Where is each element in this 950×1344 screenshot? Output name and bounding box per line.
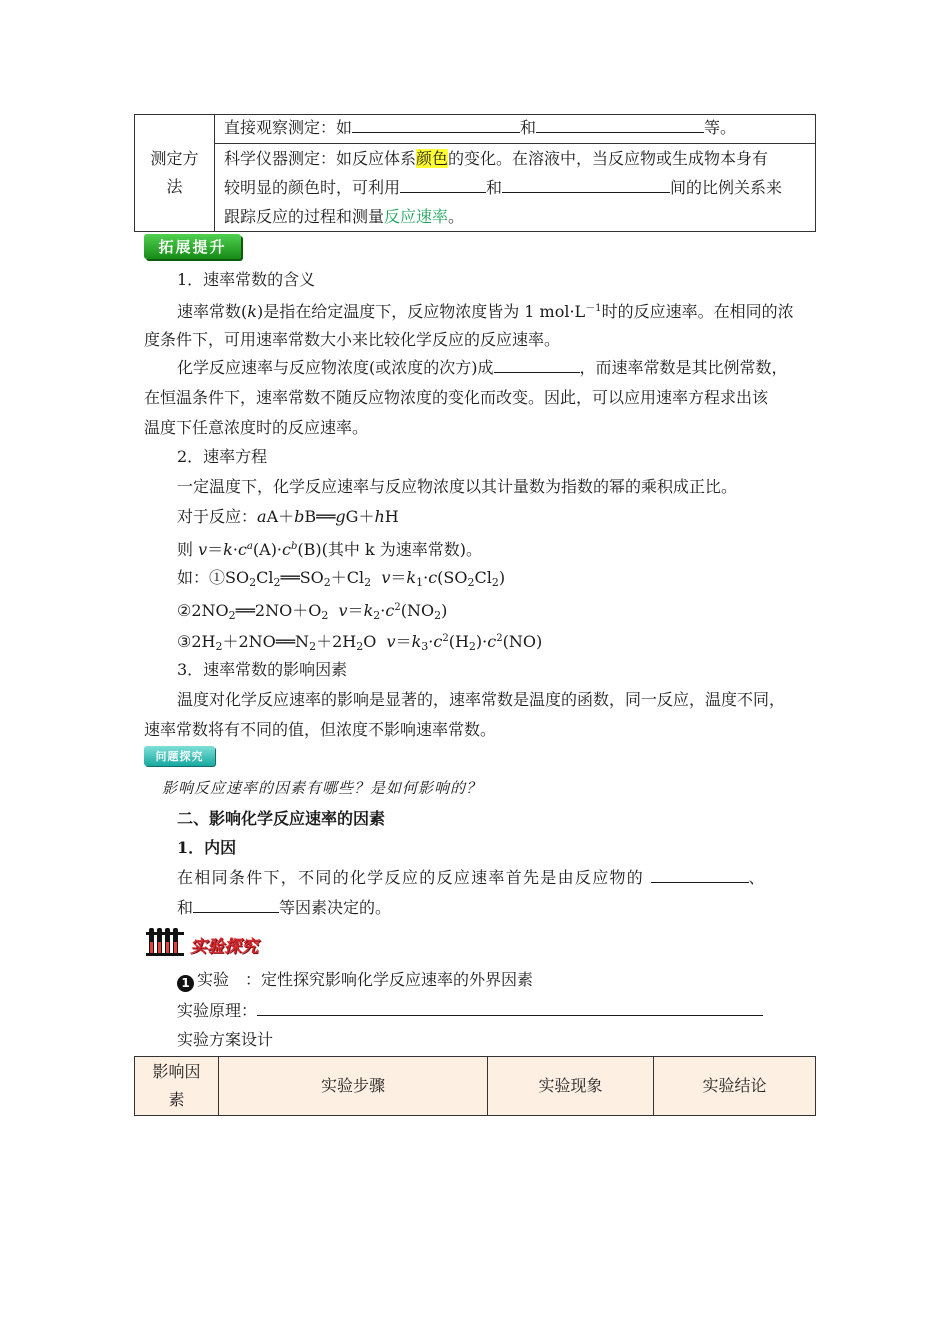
measurement-method-table [134,114,816,232]
fill-blank[interactable] [536,115,704,133]
section-2-paragraph: 一定温度下，化学反应速率与反应物浓度以其计量数为指数的幂的乘积成正比。 [177,477,738,496]
row2-text-b: 的变化。在溶液中，当反应物或生成物本身有 [448,149,769,168]
experiment-design-table [134,1056,816,1116]
header-steps: 实验步骤 [219,1057,488,1115]
section-1-paragraph-2-end: 温度下任意浓度时的反应速率。 [144,418,369,437]
rate-equation: 则 $v=k\cdot c^a(A)\cdot c^b(B)$(其中 k 为速率常数)。 [177,540,482,559]
circled-number-badge: 1 [177,975,194,992]
unit-exponent: －1 [585,303,602,314]
internal-cause-title: 1．内因 [177,838,237,857]
row2-text-a: 科学仪器测定：如反应体系 [224,149,417,168]
section-1-paragraph-1 [144,294,816,326]
fill-blank[interactable] [494,355,580,373]
k-symbol: k [247,302,257,321]
p2-text: 在相同条件下，不同的化学反应的反应速率首先是由反应物的 [177,868,645,887]
test-tube-rack-icon [146,928,186,958]
direct-observation-text: 直接观察测定：如 [224,118,353,137]
question-text: 影响反应速率的因素有哪些？是如何影响的？ [162,779,483,797]
s1-text: 速率常数( [177,302,248,321]
method-label-line2: 法 [166,177,183,196]
method-label-line1: 测定方 [150,149,199,168]
s1-text: 化学反应速率与反应物浓度(或浓度的次方)成 [177,358,494,377]
experiment-heading: 实验探究 [190,937,258,957]
section-2-title: 2．速率方程 [177,447,268,466]
fill-blank[interactable] [352,115,520,133]
experiment-item [144,965,816,994]
s1-text: )是指在给定温度下，反应物浓度皆为 1 mol·L [256,302,586,321]
example-2: $②2NO_2══2NO+O_2$ $v=k_2\cdot c^2(NO_2)$ [177,601,448,622]
header-factor-line2: 素 [168,1090,185,1109]
example-prefix: 如：① [177,568,226,587]
general-reaction: 对于反应：aA＋bB══gG＋hH [177,507,399,526]
row2-text-e: 间的比例关系来 [670,178,783,197]
reaction-rate-link[interactable]: 反应速率 [384,207,449,226]
rate-note: (其中 k 为速率常数)。 [321,540,482,559]
section-1-paragraph-2 [144,353,816,382]
exp-text: ：定性探究影响化学反应速率的外界因素 [245,970,534,989]
experiment-design-label: 实验方案设计 [177,1030,274,1049]
section-3-paragraph-cont: 速率常数将有不同的值，但浓度不影响速率常数。 [144,720,497,739]
section-1-paragraph-2-cont: 在恒温条件下，速率常数不随反应物浓度的变化而改变。因此，可以应用速率方程求出该 [144,388,769,407]
section-3-title: 3．速率常数的影响因素 [177,660,348,679]
experiment-principle [144,996,816,1025]
fill-blank[interactable] [193,895,279,913]
internal-cause-paragraph [144,863,816,892]
method-label-cell [135,115,215,231]
p2-text: 、 [748,868,766,887]
example-prefix: ② [177,601,192,620]
instrument-measurement-row [215,144,815,231]
header-factor [135,1057,219,1115]
internal-cause-paragraph-cont [144,893,816,922]
row2-text-f: 跟踪反应的过程和测量 [224,207,385,226]
fill-blank[interactable] [502,175,670,193]
example-1: 如：$①SO_2Cl_2══SO_2+Cl_2$ $v=k_1\cdot c(SO_2Cl_2)$ [177,568,506,589]
example-prefix: ③ [177,632,192,651]
direct-observation-row [215,115,815,144]
s1-text: ，而速率常数是其比例常数， [579,358,788,377]
header-conclusion: 实验结论 [702,1076,767,1095]
s1-text: 时的反应速率。在相同的浓 [601,302,794,321]
p2-text: 等因素决定的。 [279,898,392,917]
highlight-color-text: 颜色 [416,149,449,168]
fill-blank[interactable] [400,175,486,193]
section-3-paragraph: 温度对化学反应速率的影响是显著的，速率常数是温度的函数，同一反应，温度不同， [177,690,786,709]
question-badge: 问题探究 [144,746,215,766]
reaction-prefix: 对于反应： [177,507,258,526]
example-3: $③2H_2+2NO══N_2+2H_2O$ $v=k_3\cdot c^2(H_2)\cdot c^2(NO)$ [177,632,543,653]
section-1-title: 1．速率常数的含义 [177,270,316,289]
extend-badge: 拓展提升 [144,234,241,259]
section-1-paragraph-1-cont: 度条件下，可用速率常数大小来比较化学反应的反应速率。 [144,330,561,349]
exp-text: 实验 [197,970,230,989]
principle-label: 实验原理： [177,1001,258,1020]
part-2-title: 二、影响化学反应速率的因素 [177,809,386,828]
row2-text-c: 较明显的颜色时，可利用 [224,178,401,197]
etc-text: 等。 [704,118,737,137]
and-text: 和 [520,118,537,137]
row2-text-h: 。 [448,207,465,226]
p2-text: 和 [177,898,194,917]
row2-text-d: 和 [486,178,503,197]
header-phenomena: 实验现象 [488,1057,654,1115]
rate-prefix: 则 [177,540,199,559]
header-factor-line1: 影响因 [152,1062,201,1081]
fill-blank[interactable] [257,998,763,1016]
fill-blank[interactable] [651,865,749,883]
